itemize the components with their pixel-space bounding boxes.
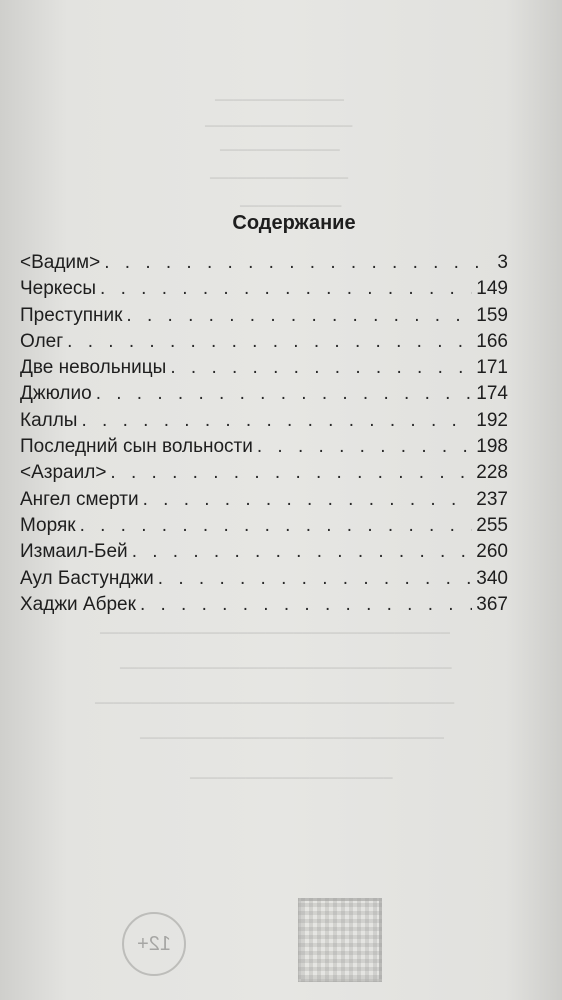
show-through-text: ──────────────────────	[190, 770, 393, 785]
qr-code-show-through	[298, 898, 382, 982]
toc-leader-dots	[96, 383, 473, 405]
toc-entry	[20, 331, 508, 357]
toc-leader-dots	[257, 436, 472, 458]
toc-entry-page: 367	[476, 593, 508, 615]
toc-leader-dots	[143, 489, 473, 511]
toc-entry-title: Ангел смерти	[20, 488, 139, 510]
toc-entry-page: 192	[476, 409, 508, 431]
toc-entry	[20, 357, 508, 383]
show-through-text: ───────────────────────────────────────	[95, 695, 455, 710]
toc-leader-dots	[110, 462, 472, 484]
toc-leader-dots	[104, 252, 490, 274]
show-through-text: ────────────────	[205, 118, 353, 133]
toc-entry-title: Последний сын вольности	[20, 436, 253, 458]
toc-entry-page: 228	[476, 462, 508, 484]
toc-entry	[20, 278, 508, 304]
toc-entry	[20, 515, 508, 541]
age-rating-text: 12+	[137, 932, 171, 955]
toc-entry-title: Хаджи Абрек	[20, 593, 136, 615]
toc-leader-dots	[80, 515, 473, 537]
toc-entry-page: 3	[497, 252, 508, 273]
toc-entry-title: Моряк	[20, 514, 76, 536]
show-through-text: ──────────────	[215, 92, 344, 107]
toc-entry-page: 174	[476, 383, 508, 405]
toc-leader-dots	[126, 305, 472, 327]
toc-leader-dots	[140, 594, 472, 616]
toc-entry	[20, 462, 508, 488]
toc-entry-page: 260	[476, 541, 508, 563]
toc-entry-page: 198	[476, 436, 508, 458]
toc-list	[20, 252, 508, 620]
toc-entry	[20, 252, 508, 278]
toc-entry-title: Каллы	[20, 409, 78, 431]
toc-entry-page: 237	[476, 488, 508, 510]
toc-entry-title: Преступник	[20, 304, 123, 326]
show-through-text: ────────────────────────────────────	[120, 660, 452, 675]
toc-entry-title: <Азраил>	[20, 462, 107, 484]
toc-title: Содержание	[232, 212, 356, 234]
toc-entry	[20, 489, 508, 515]
toc-entry-page: 159	[476, 304, 508, 326]
toc-leader-dots	[81, 410, 472, 432]
show-through-text: ─────────────	[220, 142, 340, 157]
toc-leader-dots	[132, 541, 473, 563]
toc-entry-title: Две невольницы	[20, 357, 167, 379]
toc-leader-dots	[158, 568, 473, 590]
toc-entry-title: Черкесы	[20, 278, 97, 300]
table-of-contents	[20, 212, 508, 620]
toc-entry-page: 166	[476, 330, 508, 352]
toc-leader-dots	[170, 357, 472, 379]
toc-entry-page: 149	[476, 278, 508, 300]
toc-entry	[20, 305, 508, 331]
toc-entry	[20, 541, 508, 567]
show-through-text: ───────────	[240, 198, 342, 213]
toc-entry-page: 255	[476, 514, 508, 536]
toc-entry	[20, 594, 508, 620]
toc-entry-title: <Вадим>	[20, 252, 101, 273]
toc-entry-title: Измаил-Бей	[20, 541, 128, 563]
toc-entry	[20, 568, 508, 594]
toc-entry-title: Олег	[20, 330, 64, 352]
show-through-text: ──────────────────────────────────────	[100, 625, 450, 640]
toc-leader-dots	[67, 331, 472, 353]
toc-entry-page: 171	[476, 357, 508, 379]
age-rating-show-through	[122, 912, 186, 976]
toc-entry-title: Джюлио	[20, 383, 92, 405]
toc-entry-page: 340	[476, 567, 508, 589]
toc-entry	[20, 436, 508, 462]
toc-leader-dots	[100, 278, 472, 300]
toc-entry	[20, 410, 508, 436]
show-through-text: ───────────────	[210, 170, 349, 185]
show-through-text: ─────────────────────────────────	[140, 730, 444, 745]
toc-entry-title: Аул Бастунджи	[20, 567, 154, 589]
toc-entry	[20, 383, 508, 409]
